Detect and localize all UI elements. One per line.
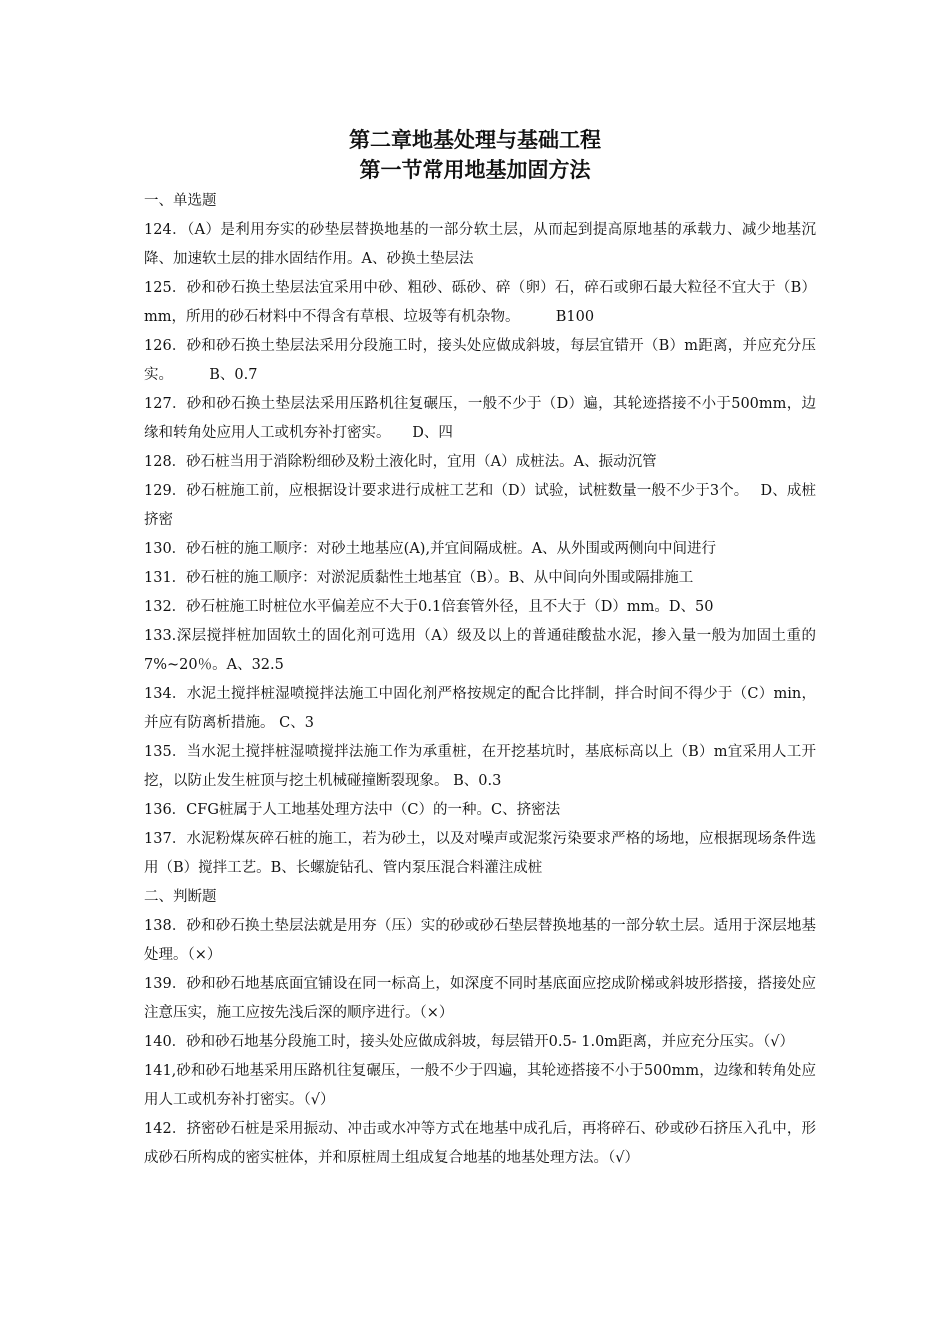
- question-137: 137．水泥粉煤灰碎石桩的施工，若为砂土，以及对噪声或泥浆污染要求严格的场地，应根据现场条件选用（B）搅拌工艺。B、长螺旋钻孔、管内泵压混合料灌注成桩: [144, 831, 816, 876]
- question-135: 135．当水泥土搅拌桩湿喷搅拌法施工作为承重桩，在开挖基坑时，基底标高以上（B）m宜采用人工开挖，以防止发生桩顶与挖土机械碰撞断裂现象。 B、0.3: [144, 744, 816, 789]
- question-136: 136．CFG桩属于人工地基处理方法中（C）的一种。C、挤密法: [144, 802, 561, 818]
- question-128: 128．砂石桩当用于消除粉细砂及粉土液化时，宜用（A）成桩法。A、振动沉管: [144, 454, 657, 470]
- document-body: [144, 187, 816, 1173]
- section-heading-true-false: 二、判断题: [144, 889, 217, 905]
- question-126: 126．砂和砂石换土垫层法采用分段施工时，接头处应做成斜坡，每层宜错开（B）m距离，并应充分压实。 B、0.7: [144, 338, 816, 383]
- section-heading-single-choice: 一、单选题: [144, 193, 217, 209]
- question-131: 131．砂石桩的施工顺序：对淤泥质黏性土地基宜（B）。B、从中间向外围或隔排施工: [144, 570, 694, 586]
- chapter-title: 第二章地基处理与基础工程: [349, 128, 601, 152]
- section-title: 第一节常用地基加固方法: [359, 158, 591, 182]
- question-130: 130．砂石桩的施工顺序：对砂土地基应(A),并宜间隔成桩。A、从外围或两侧向中间进行: [144, 541, 717, 557]
- question-127: 127．砂和砂石换土垫层法采用压路机往复碾压，一般不少于（D）遍，其轮迹搭接不小于500mm，边缘和转角处应用人工或机夯补打密实。 D、四: [144, 396, 816, 441]
- question-133: 133.深层搅拌桩加固软土的固化剂可选用（A）级及以上的普通硅酸盐水泥，掺入量一般为加固土重的7%~20％。A、32.5: [144, 628, 816, 673]
- question-124: 124．（A）是利用夯实的砂垫层替换地基的一部分软土层，从而起到提高原地基的承载力、减少地基沉降、加速软土层的排水固结作用。A、砂换土垫层法: [144, 222, 816, 267]
- question-141: 141,砂和砂石地基采用压路机往复碾压，一般不少于四遍，其轮迹搭接不小于500mm，边缘和转角处应用人工或机夯补打密实。（√）: [144, 1063, 816, 1108]
- question-142: 142．挤密砂石桩是采用振动、冲击或水冲等方式在地基中成孔后，再将碎石、砂或砂石挤压入孔中，形成砂石所构成的密实桩体，并和原桩周土组成复合地基的地基处理方法。（√）: [144, 1121, 816, 1166]
- question-139: 139．砂和砂石地基底面宜铺设在同一标高上，如深度不同时基底面应挖成阶梯或斜坡形搭接，搭接处应注意压实，施工应按先浅后深的顺序进行。（×）: [144, 976, 816, 1021]
- question-132: 132．砂石桩施工时桩位水平偏差应不大于0.1倍套管外径，且不大于（D）mm。D、50: [144, 599, 714, 615]
- question-134: 134．水泥土搅拌桩湿喷搅拌法施工中固化剂严格按规定的配合比拌制，拌合时间不得少于（C）min，并应有防离析措施。 C、3: [144, 686, 816, 731]
- question-138: 138．砂和砂石换土垫层法就是用夯（压）实的砂或砂石垫层替换地基的一部分软土层。适用于深层地基处理。（×）: [144, 918, 816, 963]
- question-129: 129．砂石桩施工前，应根据设计要求进行成桩工艺和（D）试验，试桩数量一般不少于3个。 D、成桩挤密: [144, 483, 816, 528]
- question-140: 140．砂和砂石地基分段施工时，接头处应做成斜坡，每层错开0.5- 1.0m距离，并应充分压实。（√）: [144, 1034, 795, 1050]
- question-125: 125．砂和砂石换土垫层法宜采用中砂、粗砂、砾砂、碎（卵）石，碎石或卵石最大粒径不宜大于（B）mm，所用的砂石材料中不得含有草根、垃圾等有机杂物。 B100: [144, 280, 816, 325]
